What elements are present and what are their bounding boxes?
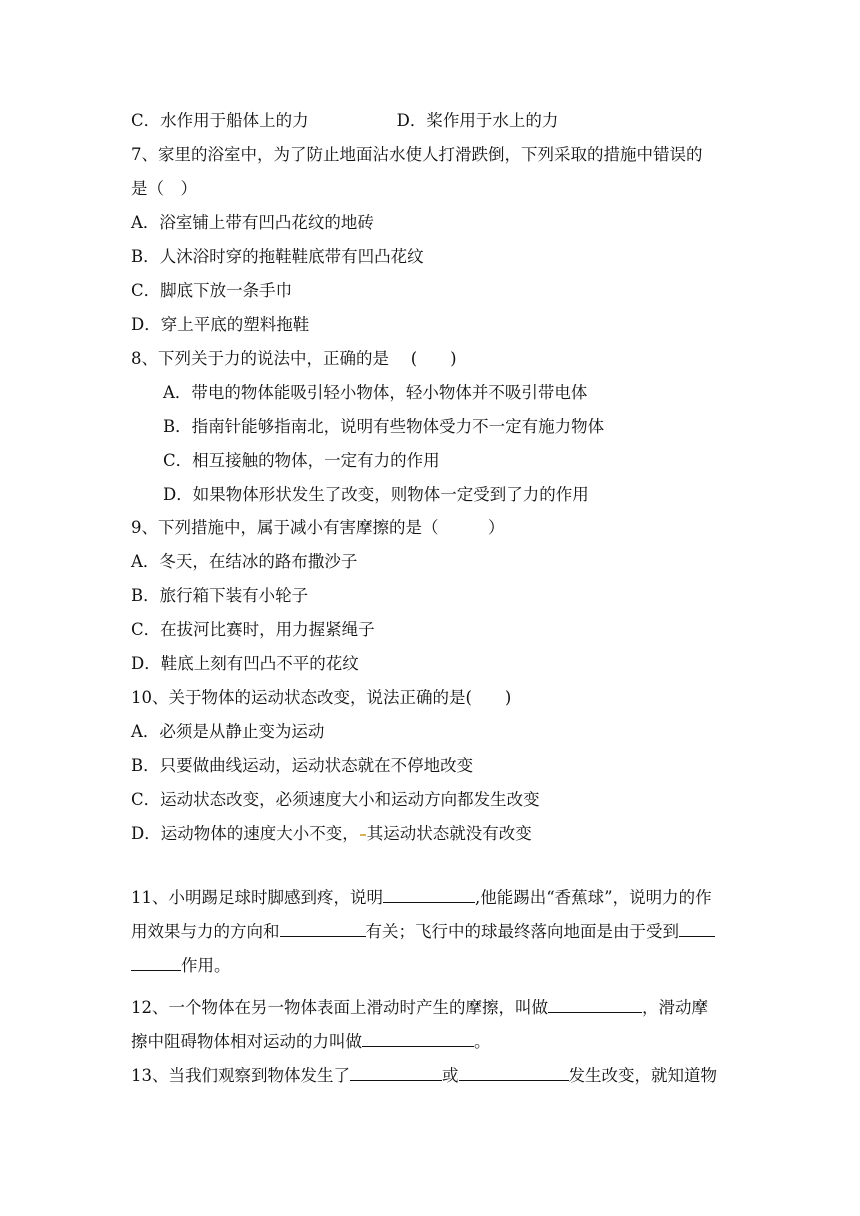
q9-option-c: C．在拔河比赛时，用力握紧绳子 (131, 620, 375, 639)
q12-line2 (131, 1030, 491, 1053)
q7-option-a: A．浴室铺上带有凹凸花纹的地砖 (131, 213, 374, 232)
q11-text-a: 11、小明踢足球时脚感到疼，说明 (131, 888, 383, 907)
q13-blank-2[interactable] (459, 1064, 569, 1081)
q12-text-d: 。 (474, 1032, 491, 1051)
q7-stem-line2: 是（ ） (131, 179, 197, 198)
q8-option-d: D．如果物体形状发生了改变，则物体一定受到了力的作用 (163, 485, 589, 504)
q11-blank-3[interactable] (679, 920, 715, 937)
q8-stem: 8、下列关于力的说法中，正确的是 ( ) (131, 349, 457, 368)
q9-option-b: B．旅行箱下装有小轮子 (131, 586, 309, 605)
q7-option-b: B．人沐浴时穿的拖鞋鞋底带有凹凸花纹 (131, 247, 424, 266)
q11-line1 (131, 886, 712, 909)
q10-option-d (131, 823, 532, 845)
q10-option-c: C．运动状态改变，必须速度大小和运动方向都发生改变 (131, 790, 540, 809)
q11-blank-2[interactable] (280, 920, 366, 937)
q13-text-c: 发生改变，就知道物 (568, 1066, 717, 1085)
q8-option-a: A．带电的物体能吸引轻小物体，轻小物体并不吸引带电体 (163, 383, 588, 402)
q13-blank-1[interactable] (350, 1064, 442, 1081)
q9-option-d: D．鞋底上刻有凹凸不平的花纹 (131, 654, 359, 673)
q12-line1 (131, 996, 708, 1019)
q11-text-d: 有关；飞行中的球最终落向地面是由于受到 (365, 922, 679, 941)
q12-text-c: 擦中阻碍物体相对运动的力叫做 (131, 1032, 362, 1051)
q11-blank-1[interactable] (383, 886, 475, 903)
q6-options-line (131, 110, 558, 132)
q11-blank-3-cont[interactable] (131, 954, 181, 971)
q8-option-b: B．指南针能够指南北，说明有些物体受力不一定有施力物体 (163, 417, 605, 436)
q13-text-b: 或 (442, 1066, 459, 1085)
q12-text-b: ，滑动摩 (642, 998, 708, 1017)
q11-line2 (131, 920, 715, 943)
q6-option-c: C．水作用于船体上的力 (131, 111, 309, 130)
q11-line3 (131, 954, 231, 977)
q10-stem: 10、关于物体的运动状态改变，说法正确的是( ) (131, 688, 512, 707)
q12-text-a: 12、一个物体在另一物体表面上滑动时产生的摩擦，叫做 (131, 998, 548, 1017)
q7-stem-line1: 7、家里的浴室中，为了防止地面沾水使人打滑跌倒，下列采取的措施中错误的 (131, 145, 703, 164)
q10-option-b: B．只要做曲线运动，运动状态就在不停地改变 (131, 756, 474, 775)
q13-text-a: 13、当我们观察到物体发生了 (131, 1066, 350, 1085)
q7-option-c: C．脚底下放一条手巾 (131, 281, 293, 300)
q7-option-d: D．穿上平底的塑料拖鞋 (131, 315, 310, 334)
q11-text-c: 用效果与力的方向和 (131, 922, 280, 941)
q9-option-a: A．冬天，在结冰的路布撒沙子 (131, 552, 358, 571)
q8-option-c: C．相互接触的物体，一定有力的作用 (163, 451, 440, 470)
q13-line1 (131, 1064, 717, 1087)
q10-option-a: A．必须是从静止变为运动 (131, 722, 325, 741)
q11-text-b: ,他能踢出“香蕉球”，说明力的作 (475, 888, 712, 907)
q12-blank-2[interactable] (362, 1030, 474, 1047)
edit-mark (360, 834, 366, 836)
q9-stem: 9、下列措施中，属于减小有害摩擦的是（ ） (131, 518, 505, 537)
q12-blank-1[interactable] (548, 996, 642, 1013)
q10-option-d-part1: D．运动物体的速度大小不变， (131, 824, 359, 843)
q10-option-d-part2: 其运动状态就没有改变 (366, 824, 532, 843)
q11-text-e: 作用。 (181, 956, 231, 975)
q6-option-d: D．桨作用于水上的力 (396, 111, 559, 130)
